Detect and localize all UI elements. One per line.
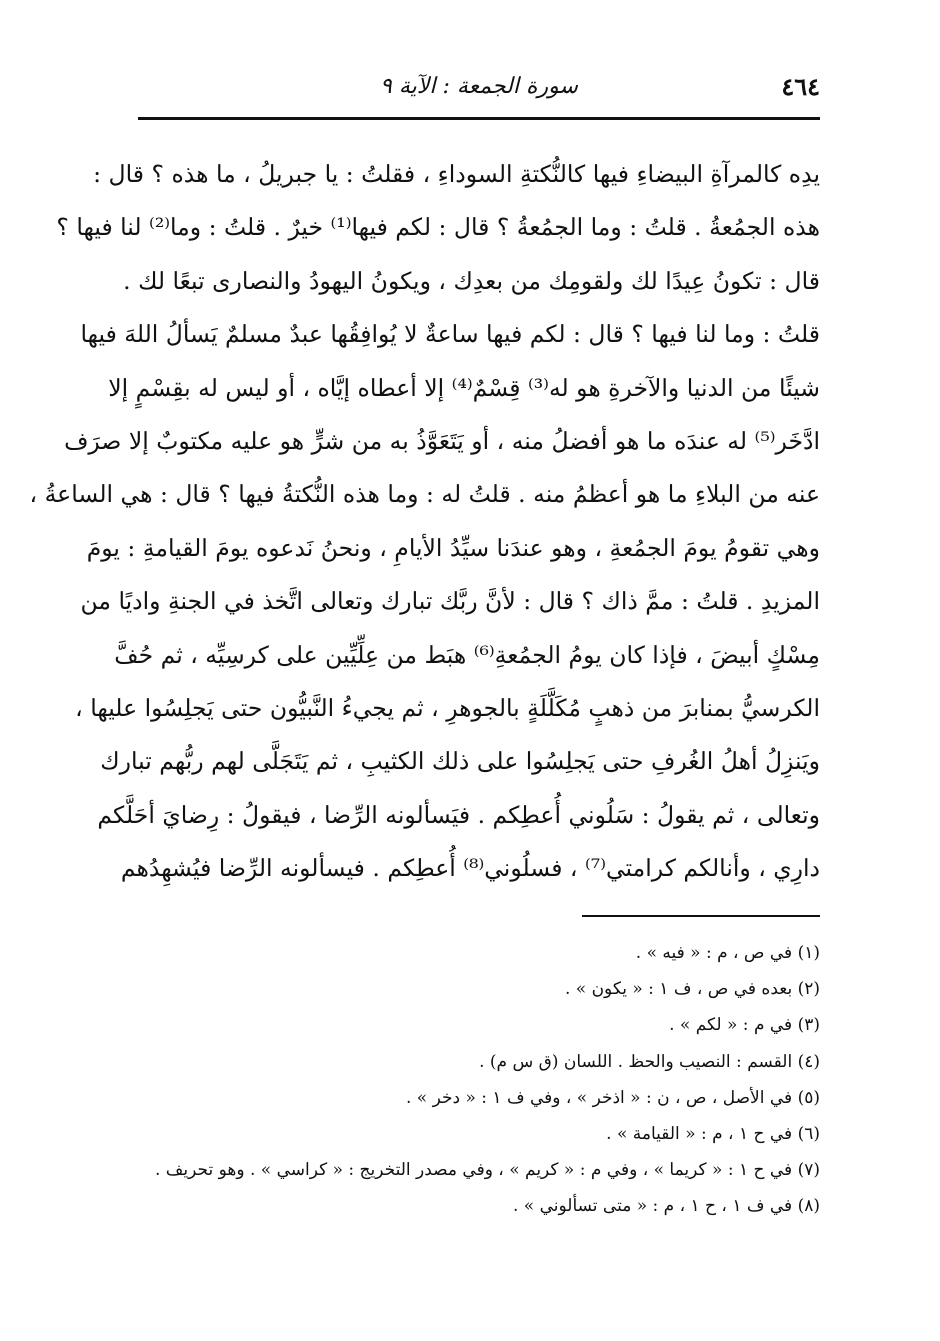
text-line: عنه من البلاءِ ما هو أعظمُ منه . قلتُ له : وما هذه النُّكتةُ فيها ؟ قال : هي الساعةُ ،: [29, 480, 820, 509]
page-header: [138, 68, 820, 108]
footnote: (٣) في م : « لكم » .: [669, 1015, 820, 1036]
footnote: (٨) في ف ١ ، ح ١ ، م : « متى تسألوني » .: [512, 1196, 820, 1217]
footnote: (٦) في ح ١ ، م : « القيامة » .: [606, 1123, 820, 1144]
text-line: المزيدِ . قلتُ : ممَّ ذاك ؟ قال : لأنَّ ربَّك تبارك وتعالى اتَّخذ في الجنةِ واديًا من: [80, 587, 820, 616]
header-rule: [138, 117, 820, 120]
text-line: الكرسيُّ بمنابرَ من ذهبٍ مُكَلَّلَةٍ بالجوهرِ ، ثم يجيءُ النَّبيُّون حتى يَجلِسُوا عليها ،: [75, 693, 820, 722]
text-line: ادَّخَر⁽⁵⁾ له عندَه ما هو أفضلُ منه ، أو يَتَعَوَّذُ به من شرٍّ هو عليه مكتوبٌ إلا صرَف: [64, 426, 820, 455]
page-number: ٤٦٤: [781, 72, 820, 101]
text-line: قال : تكونُ عِيدًا لك ولقومِك من بعدِك ، ويكونُ اليهودُ والنصارى تبعًا لك .: [123, 266, 820, 295]
text-line: قلتُ : وما لنا فيها ؟ قال : لكم فيها ساعةٌ لا يُوافِقُها عبدٌ مسلمٌ يَسألُ اللهَ فيها: [80, 320, 820, 349]
text-line: مِسْكٍ أبيضَ ، فإذا كان يومُ الجمُعةِ⁽⁶⁾ هبَط من عِلِّيِّين على كرسِيِّه ، ثم حُفَّ: [114, 640, 820, 669]
text-line: وهي تقومُ يومَ الجمُعةِ ، وهو عندَنا سيِّدُ الأيامِ ، ونحنُ نَدعوه يومَ القيامةِ : يومَ: [86, 533, 820, 562]
footnotes: [138, 935, 820, 1225]
footnote: (٤) القسم : النصيب والحظ . اللسان (ق س م) .: [479, 1051, 820, 1072]
text-line: هذه الجمُعةُ . قلتُ : وما الجمُعةُ ؟ قال : لكم فيها⁽¹⁾ خيرٌ . قلتُ : وما⁽²⁾ لنا فيها ؟: [56, 213, 820, 242]
footnote: (٢) بعده في ص ، ف ١ : « يكون » .: [564, 979, 820, 1000]
text-line: دارِي ، وأنالكم كرامتي⁽⁷⁾ ، فسلُوني⁽⁸⁾ أُعطِكم . فيسألونه الرِّضا فيُشهِدُهم: [120, 854, 820, 883]
running-title: سورة الجمعة : الآية ٩: [380, 74, 578, 99]
footnote: (٥) في الأصل ، ص ، ن : « اذخر » ، وفي ف ١ : « دخر » .: [406, 1087, 820, 1108]
text-line: ويَنزِلُ أهلُ الغُرفِ حتى يَجلِسُوا على ذلك الكثيبِ ، ثم يَتَجَلَّى لهم ربُّهم تبارك: [100, 747, 820, 776]
text-line: وتعالى ، ثم يقولُ : سَلُوني أُعطِكم . فيَسألونه الرِّضا ، فيقولُ : رِضايَ أحَلَّكم: [97, 800, 820, 829]
main-text: [29, 148, 820, 895]
footnote: (١) في ص ، م : « فيه » .: [635, 943, 820, 963]
text-line: يدِه كالمرآةِ البيضاءِ فيها كالنُّكتةِ السوداءِ ، فقلتُ : يا جبريلُ ، ما هذه ؟ قال :: [93, 160, 820, 188]
text-line: شيئًا من الدنيا والآخرةِ هو له⁽³⁾ قِسْمٌ⁽⁴⁾ إلا أعطاه إيَّاه ، أو ليس له بقِسْمٍ إلا: [108, 373, 820, 402]
footnote-separator: [582, 915, 820, 917]
footnote: (٧) في ح ١ : « كريما » ، وفي م : « كريم » ، وفي مصدر التخريج : « كراسي » . وهو تحريف .: [154, 1160, 820, 1181]
